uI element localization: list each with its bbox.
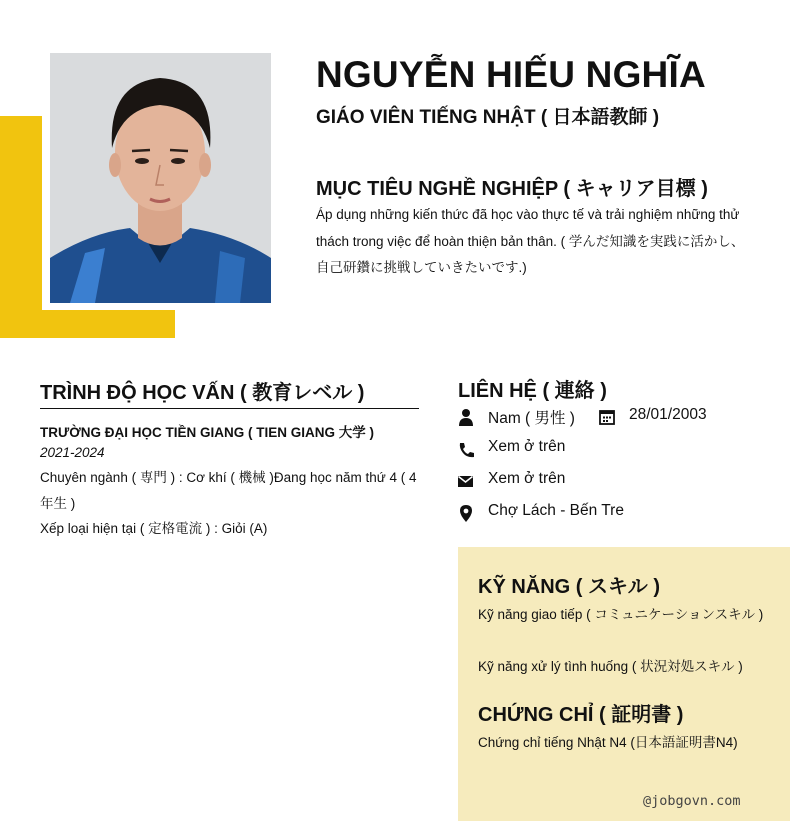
- mail-icon: [457, 472, 475, 490]
- phone-text: Xem ở trên: [488, 438, 566, 455]
- major-text: Chuyên ngành ( 専門 ) : Cơ khí ( 機械 )Đang học năm thứ 4 ( 4年生 ): [40, 470, 417, 511]
- candidate-name: NGUYỄN HIẾU NGHĨA: [316, 54, 706, 95]
- address-text: Chợ Lách - Bến Tre: [488, 502, 624, 519]
- skill-item: Kỹ năng xử lý tình huống ( 状況対処スキル ): [478, 659, 743, 674]
- grade-text: Xếp loại hiện tại ( 定格電流 ) : Giỏi (A): [40, 521, 268, 536]
- watermark: @jobgovn.com: [643, 793, 741, 809]
- education-heading: TRÌNH ĐỘ HỌC VẤN ( 教育レベル ): [40, 382, 365, 404]
- school-name: TRƯỜNG ĐẠI HỌC TIỀN GIANG ( TIEN GIANG 大学 ): [40, 425, 374, 440]
- phone-icon: [457, 441, 475, 459]
- location-pin-icon: [457, 504, 475, 522]
- skill-item: Kỹ năng giao tiếp ( コミュニケーションスキル ): [478, 607, 764, 622]
- career-heading: MỤC TIÊU NGHỀ NGHIỆP ( キャリア目標 ): [316, 178, 708, 200]
- career-text: Áp dụng những kiến thức đã học vào thực tế và trải nghiệm những thử thách trong việc để hoàn thiện bản thân. ( 学んだ知識を実践に活かし、自己研鑽に挑戦していきたいです.): [316, 207, 745, 275]
- study-years: 2021-2024: [40, 445, 105, 460]
- section-divider: [40, 408, 419, 409]
- user-icon: [457, 408, 475, 426]
- gender-text: Nam ( 男性 ): [488, 410, 575, 427]
- job-title: GIÁO VIÊN TIẾNG NHẬT ( 日本語教師 ): [316, 107, 660, 128]
- birthday-text: 28/01/2003: [629, 406, 707, 423]
- calendar-icon: [598, 408, 616, 426]
- contact-heading: LIÊN HỆ ( 連絡 ): [458, 380, 607, 402]
- skills-heading: KỸ NĂNG ( スキル ): [478, 576, 661, 598]
- profile-photo: [50, 53, 271, 303]
- certificates-heading: CHỨNG CHỈ ( 証明書 ): [478, 704, 684, 726]
- certificate-item: Chứng chỉ tiếng Nhật N4 (日本語証明書N4): [478, 735, 738, 750]
- email-text: Xem ở trên: [488, 470, 566, 487]
